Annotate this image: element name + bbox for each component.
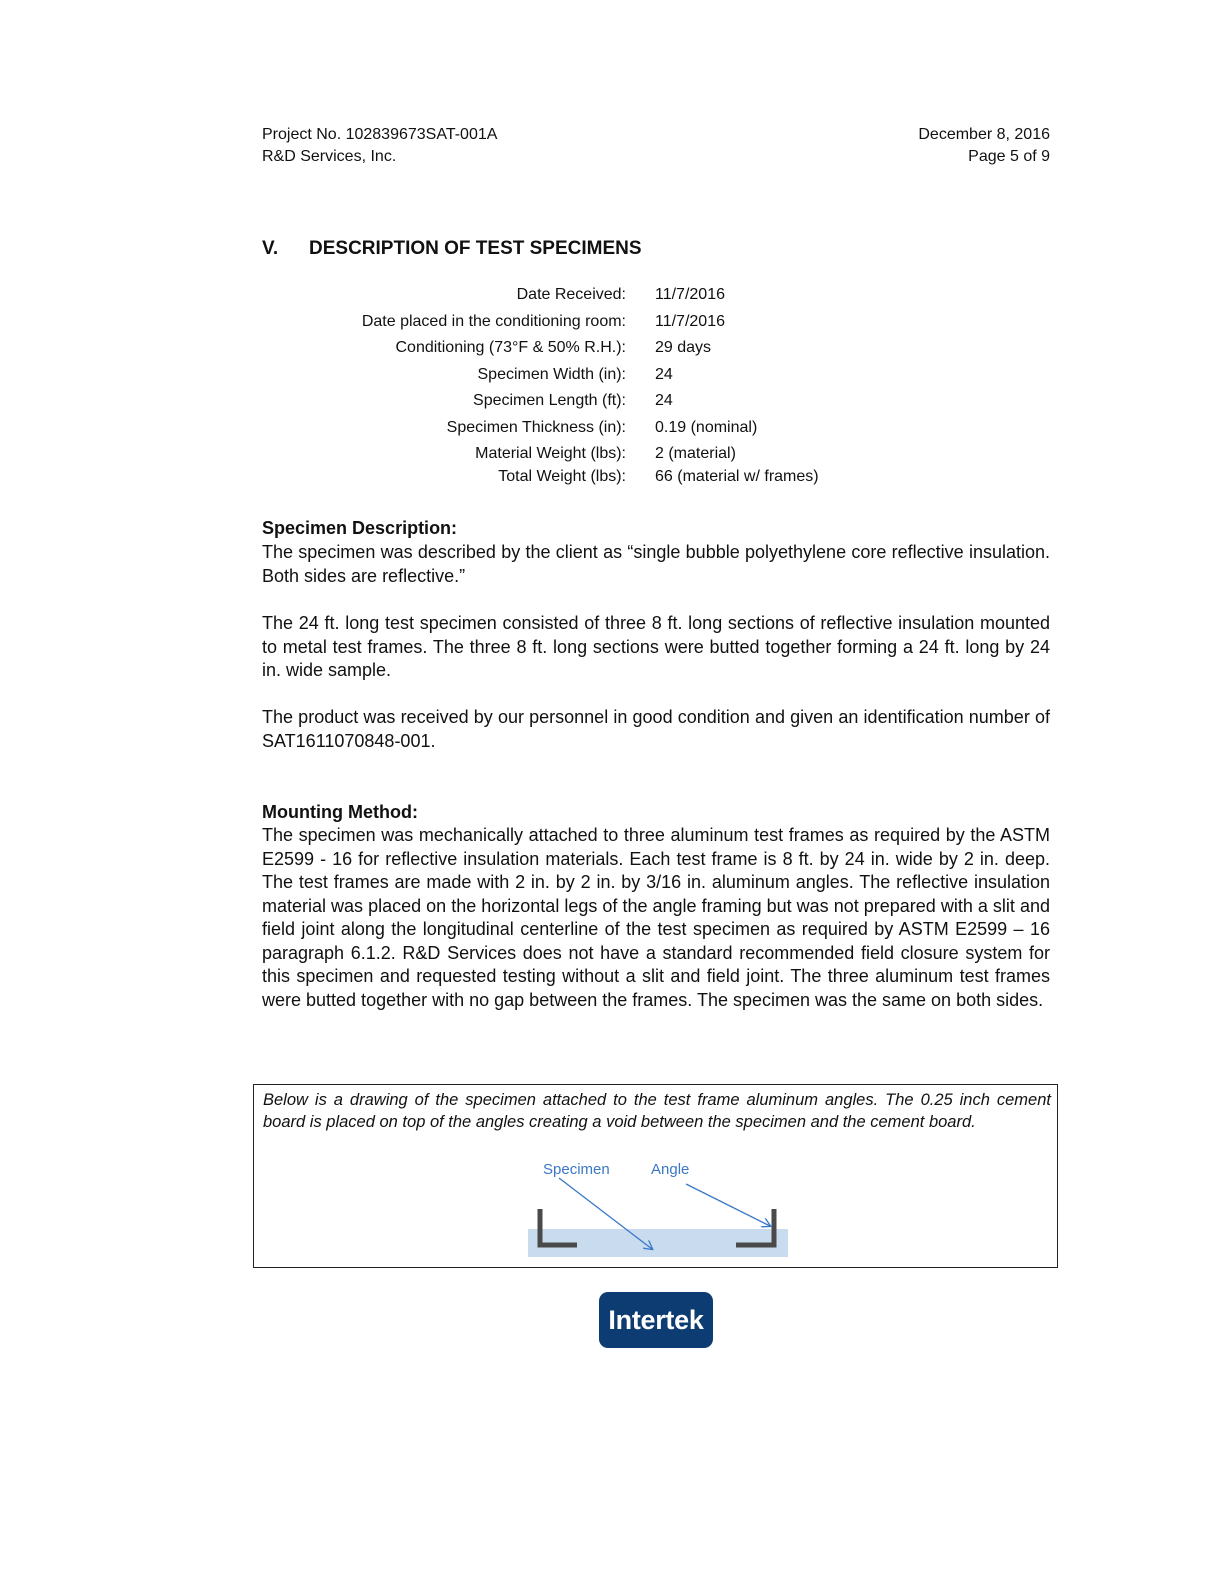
spec-row (262, 313, 1050, 340)
spec-table (262, 286, 1050, 495)
spec-value: 24 (655, 392, 673, 409)
spec-label: Specimen Width (in): (477, 365, 626, 383)
spec-value: 29 days (655, 339, 712, 356)
intertek-logo (599, 1292, 713, 1348)
company-name: R&D Services, Inc. (262, 148, 397, 165)
specimen-description-paragraph: The specimen was described by the client as “single bubble polyethylene core reflective insulation. Both sides are reflective.” (262, 542, 1050, 586)
figure-caption: Below is a drawing of the specimen attached to the test frame aluminum angles. The 0.25 inch cement board is placed on top of the angles creating a void between the specimen and the cement board. (263, 1091, 1051, 1131)
project-number: Project No. 102839673SAT-001A (262, 126, 498, 143)
spec-row (262, 419, 1050, 446)
spec-row (262, 366, 1050, 393)
section-title: DESCRIPTION OF TEST SPECIMENS (309, 238, 642, 259)
spec-label: Specimen Thickness (in): (446, 418, 626, 436)
spec-label: Date Received: (516, 286, 626, 303)
spec-row (262, 286, 1050, 313)
spec-label: Specimen Length (ft): (473, 392, 626, 409)
mounting-method-paragraph: The specimen was mechanically attached to three aluminum test frames as required by the ASTM E2599 - 16 for reflective insulation materials. Each test frame is 8 ft. by 24 in. wide by 2 in. deep. The test frames are made with 2 in. by 2 in. by 3/16 in. aluminum angles. The reflective insulation material was placed on the horizontal legs of the angle framing but was not prepared with a slit and field joint along the longitudinal centerline of the test specimen as required by ASTM E2599 – 16 paragraph 6.1.2. R&D Services does not have a standard recommended field closure system for this specimen and requested testing without a slit and field joint. The three aluminum test frames were butted together with no gap between the frames. The specimen was the same on both sides. (262, 825, 1050, 1010)
spec-value: 0.19 (nominal) (655, 418, 758, 436)
header-right (918, 124, 1050, 168)
logo-text: Intertek (608, 1304, 704, 1335)
angle-label: Angle (651, 1161, 690, 1178)
specimen-label: Specimen (543, 1161, 610, 1178)
specimen-construction-paragraph: The 24 ft. long test specimen consisted of three 8 ft. long sections of reflective insulation mounted to metal test frames. The three 8 ft. long sections were butted together forming a 24 ft. long by 24 in. wide sample. (262, 613, 1050, 680)
spec-row (262, 445, 1050, 468)
spec-label: Material Weight (lbs): (475, 445, 626, 462)
specimen-description-heading: Specimen Description: (262, 518, 458, 538)
spec-value: 11/7/2016 (655, 312, 725, 330)
spec-row (262, 468, 1050, 495)
section-number: V. (262, 238, 279, 259)
specimen-drawing (254, 1085, 1056, 1266)
spec-label: Date placed in the conditioning room: (361, 312, 626, 330)
report-date: December 8, 2016 (918, 126, 1050, 143)
specimen-drawing-box (253, 1084, 1058, 1268)
spec-label: Total Weight (lbs): (498, 468, 626, 485)
document-page (262, 0, 1050, 1584)
header-left (262, 124, 497, 168)
section-heading (262, 238, 642, 260)
specimen-receipt-paragraph: The product was received by our personnel in good condition and given an identification number of SAT1611070848-001. (262, 707, 1050, 751)
spec-label: Conditioning (73°F & 50% R.H.): (395, 339, 626, 356)
spec-value: 66 (material w/ frames) (655, 468, 819, 485)
angle-arrow (686, 1184, 770, 1226)
spec-value: 11/7/2016 (655, 286, 725, 303)
spec-row (262, 339, 1050, 366)
spec-value: 2 (material) (655, 445, 736, 462)
mounting-method-heading: Mounting Method: (262, 802, 418, 822)
spec-value: 24 (655, 365, 673, 383)
spec-row (262, 392, 1050, 419)
page-number: Page 5 of 9 (968, 148, 1050, 165)
